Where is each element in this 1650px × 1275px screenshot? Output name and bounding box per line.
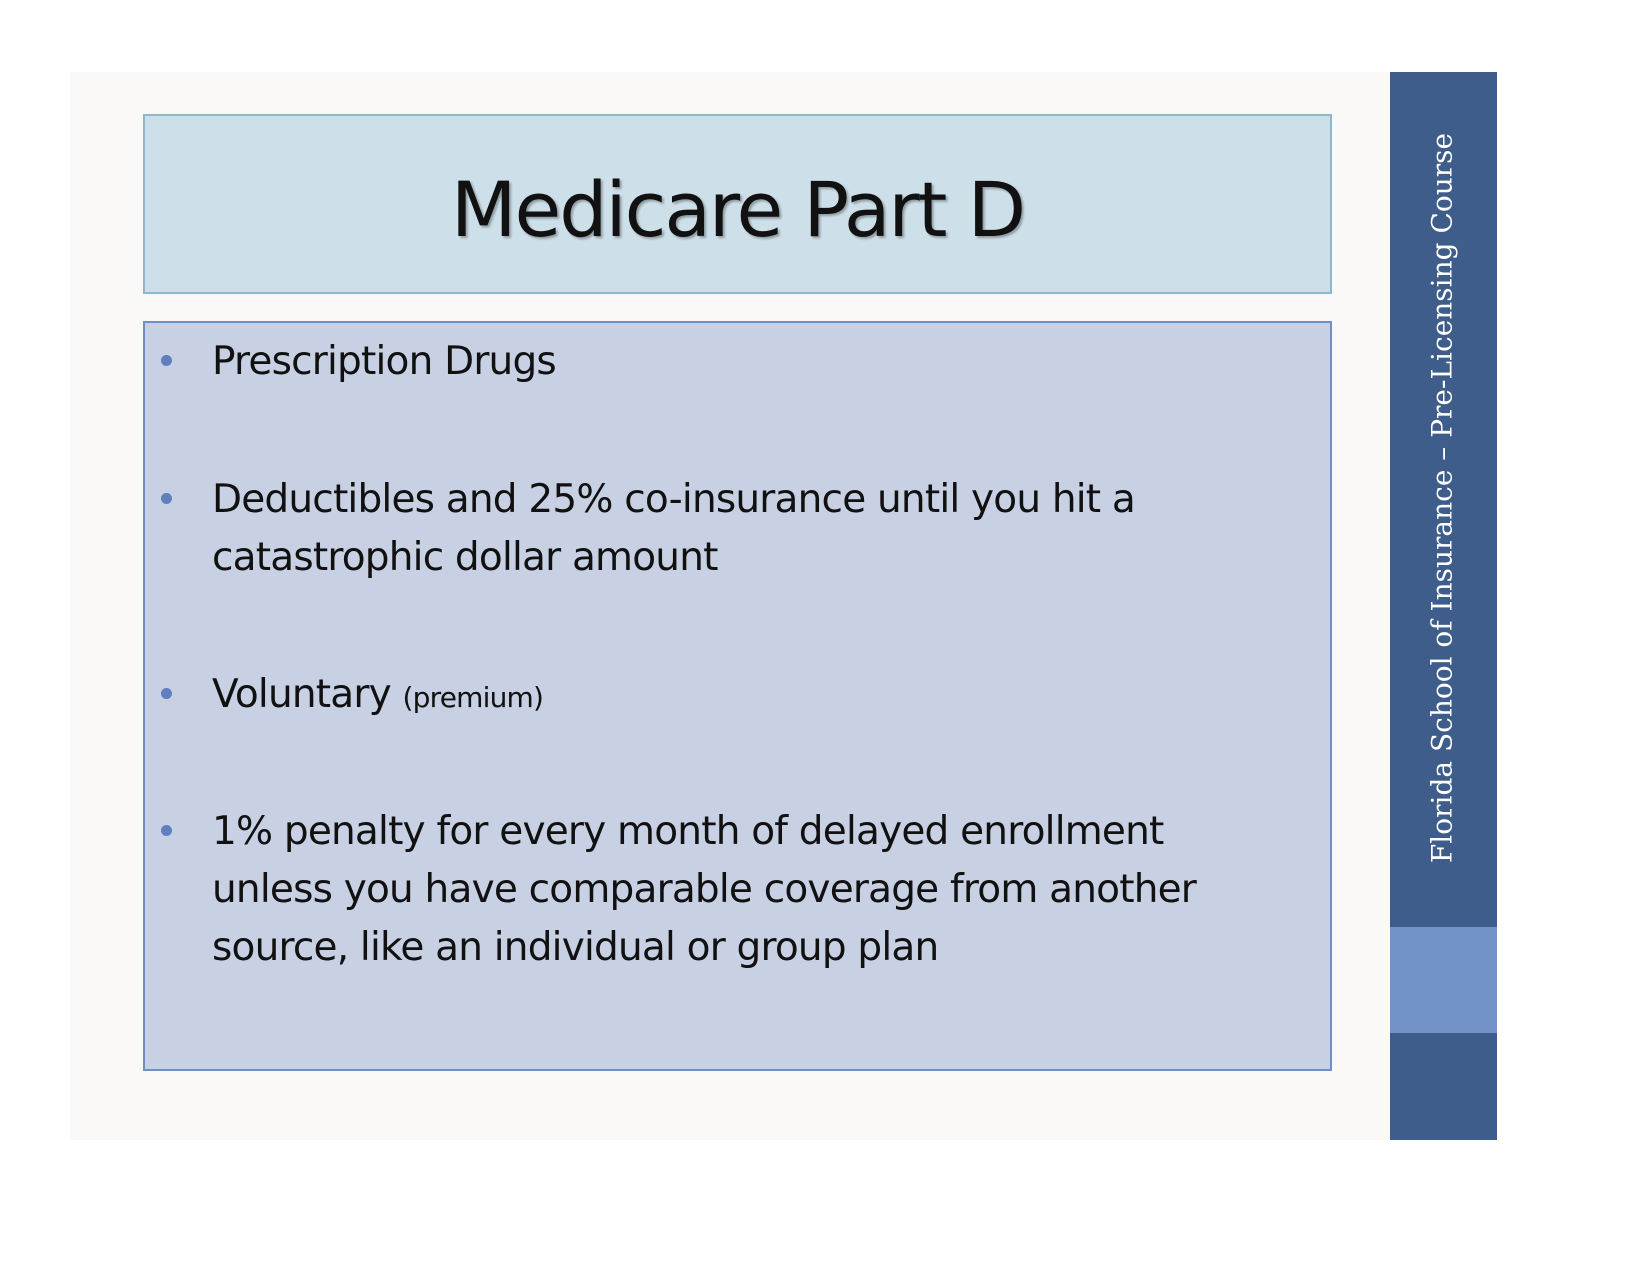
bullet-dot-icon [161, 493, 172, 504]
bullet-main-text: Voluntary [212, 672, 391, 717]
bullet-dot-icon [161, 825, 172, 836]
bullet-note: (premium) [402, 681, 544, 714]
slide-title: Medicare Part D [450, 164, 1025, 254]
bullet-text [212, 666, 1272, 727]
sidebar-accent-band [1390, 927, 1497, 1033]
bullet-text: 1% penalty for every month of delayed enrollment unless you have comparable coverage from another source, like an individual or group plan [212, 809, 1197, 970]
title-box [143, 114, 1332, 294]
bullet-text: Prescription Drugs [212, 339, 556, 384]
bullet-dot-icon [161, 688, 172, 699]
content-box [143, 321, 1332, 1071]
bullet-text: Deductibles and 25% co-insurance until you hit a catastrophic dollar amount [212, 477, 1135, 580]
sidebar-course-text: Florida School of Insurance – Pre-Licensing Course [1425, 132, 1459, 864]
bullet-dot-icon [161, 355, 172, 366]
